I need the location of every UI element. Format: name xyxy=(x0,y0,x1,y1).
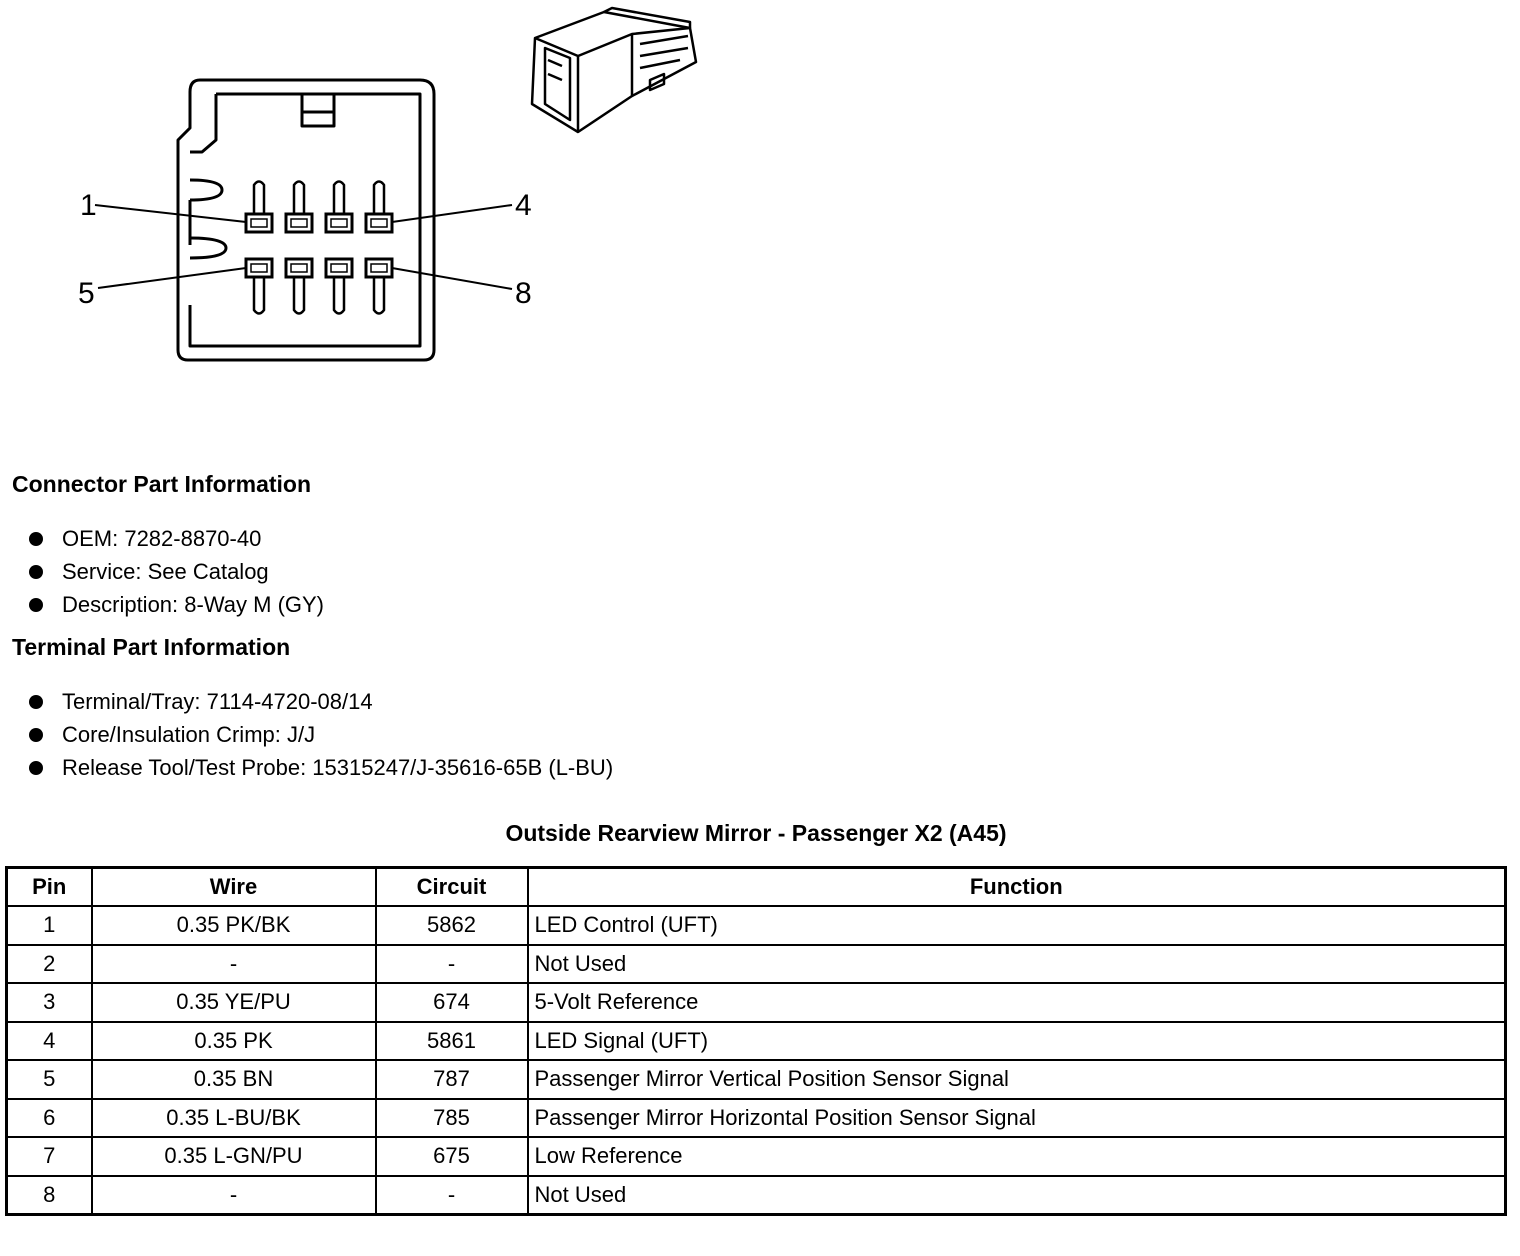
pin-callout-8: 8 xyxy=(515,277,532,310)
cell-circuit: - xyxy=(376,945,528,984)
table-row xyxy=(7,1176,1506,1215)
cell-pin: 7 xyxy=(7,1137,92,1176)
table-header-row xyxy=(7,868,1506,907)
cell-circuit: 674 xyxy=(376,983,528,1022)
connector-face-diagram xyxy=(0,0,720,380)
table-row xyxy=(7,1060,1506,1099)
cell-function: Not Used xyxy=(528,1176,1506,1215)
cell-circuit: 785 xyxy=(376,1099,528,1138)
cell-pin: 1 xyxy=(7,906,92,945)
cell-wire: - xyxy=(92,1176,376,1215)
list-item: OEM: 7282-8870-40 xyxy=(0,522,324,555)
bullet-icon xyxy=(29,565,43,579)
cell-wire: 0.35 PK/BK xyxy=(92,906,376,945)
list-item: Description: 8-Way M (GY) xyxy=(0,588,324,621)
cell-function: Not Used xyxy=(528,945,1506,984)
header-pin: Pin xyxy=(7,868,92,907)
cell-circuit: 5862 xyxy=(376,906,528,945)
connector-info-list xyxy=(0,522,324,621)
pin-callout-5: 5 xyxy=(78,277,95,310)
cell-wire: 0.35 L-GN/PU xyxy=(92,1137,376,1176)
bullet-icon xyxy=(29,598,43,612)
cell-pin: 3 xyxy=(7,983,92,1022)
list-item: Terminal/Tray: 7114-4720-08/14 xyxy=(0,685,613,718)
cell-circuit: 5861 xyxy=(376,1022,528,1061)
header-circuit: Circuit xyxy=(376,868,528,907)
bullet-icon xyxy=(29,532,43,546)
cell-circuit: - xyxy=(376,1176,528,1215)
cell-wire: - xyxy=(92,945,376,984)
bullet-icon xyxy=(29,761,43,775)
cell-pin: 2 xyxy=(7,945,92,984)
table-row xyxy=(7,945,1506,984)
cell-function: LED Control (UFT) xyxy=(528,906,1506,945)
terminal-info-list xyxy=(0,685,613,784)
cell-pin: 8 xyxy=(7,1176,92,1215)
pinout-table xyxy=(5,866,1507,1216)
table-row xyxy=(7,906,1506,945)
cell-wire: 0.35 PK xyxy=(92,1022,376,1061)
cell-function: 5-Volt Reference xyxy=(528,983,1506,1022)
connector-isometric-sketch xyxy=(532,8,696,132)
list-item: Core/Insulation Crimp: J/J xyxy=(0,718,613,751)
bullet-icon xyxy=(29,695,43,709)
cell-circuit: 675 xyxy=(376,1137,528,1176)
list-item: Service: See Catalog xyxy=(0,555,324,588)
cell-function: Passenger Mirror Horizontal Position Sensor Signal xyxy=(528,1099,1506,1138)
cell-function: Passenger Mirror Vertical Position Sensor Signal xyxy=(528,1060,1506,1099)
connector-info-heading: Connector Part Information xyxy=(12,471,312,497)
cell-pin: 6 xyxy=(7,1099,92,1138)
cell-circuit: 787 xyxy=(376,1060,528,1099)
cell-pin: 4 xyxy=(7,1022,92,1061)
list-item: Release Tool/Test Probe: 15315247/J-35616-65B (L-BU) xyxy=(0,751,613,784)
terminal-info-heading: Terminal Part Information xyxy=(12,634,291,660)
cell-function: LED Signal (UFT) xyxy=(528,1022,1506,1061)
cell-function: Low Reference xyxy=(528,1137,1506,1176)
pin-callout-4: 4 xyxy=(515,189,532,222)
cell-wire: 0.35 L-BU/BK xyxy=(92,1099,376,1138)
table-row xyxy=(7,1099,1506,1138)
cell-pin: 5 xyxy=(7,1060,92,1099)
cell-wire: 0.35 BN xyxy=(92,1060,376,1099)
bullet-icon xyxy=(29,728,43,742)
header-wire: Wire xyxy=(92,868,376,907)
table-row xyxy=(7,1022,1506,1061)
table-row xyxy=(7,983,1506,1022)
cell-wire: 0.35 YE/PU xyxy=(92,983,376,1022)
table-title: Outside Rearview Mirror - Passenger X2 (A45) xyxy=(505,820,1007,846)
header-function: Function xyxy=(528,868,1506,907)
table-row xyxy=(7,1137,1506,1176)
pin-callout-1: 1 xyxy=(80,189,97,222)
